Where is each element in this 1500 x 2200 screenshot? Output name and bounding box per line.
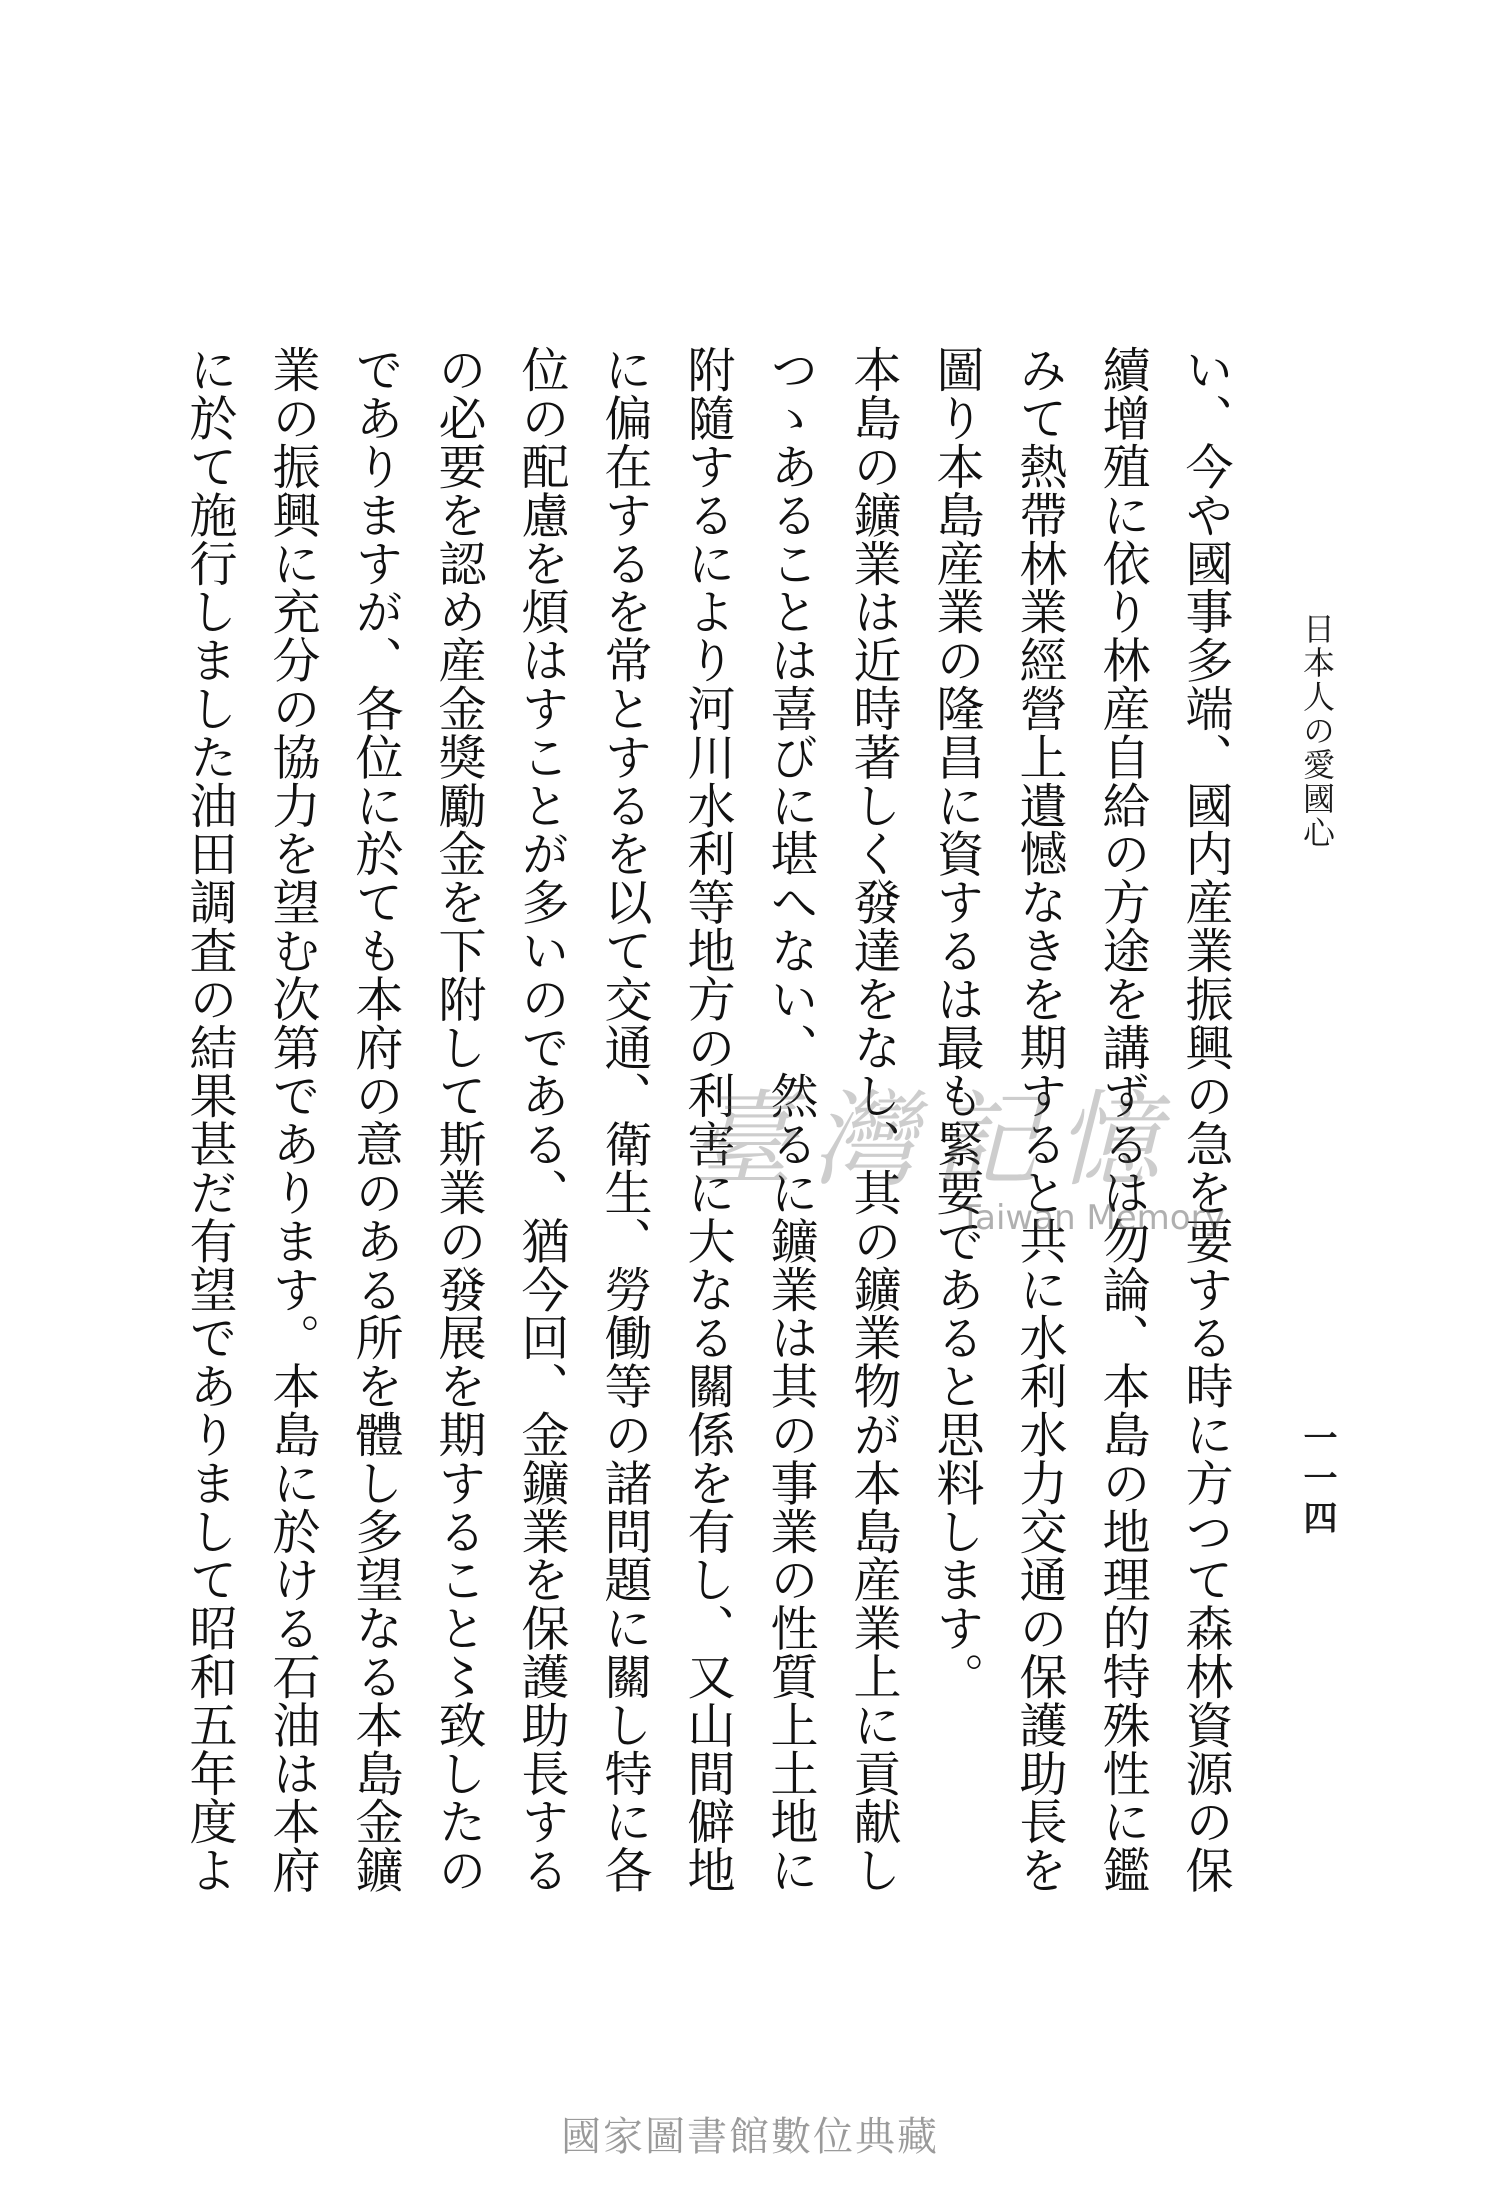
page-number: 一一四 xyxy=(1297,1420,1337,1540)
footer-credit: 國家圖書館數位典藏 xyxy=(561,2114,939,2160)
running-head: 日本人の愛國心 xyxy=(1298,612,1336,850)
watermark-characters: 臺灣記憶 xyxy=(690,1079,1179,1201)
body-text xyxy=(181,345,1246,1920)
watermark-caption: Taiwan Memory xyxy=(960,1198,1225,1238)
paragraph-2: 本島の鑛業は近時著しく發達をなし、其の鑛業物が本島産業上に貢献しつゝあることは喜びに堪へない、然るに鑛業は其の事業の性質上土地に附隨するにより河川水利等地方の利害に大なる關係を有し、又山間僻地に偏在するを常とするを以て交通、衛生、勞働等の諸問題に關し特に各位の配慮を煩はすことが多いのである、猶今回、金鑛業を保護助長するの必要を認め産金獎勵金を下附して斯業の發展を期すること〻致したのでありますが、各位に於ても本府の意のある所を體し多望なる本島金鑛業の振興に充分の協力を望む次第であります。本島に於ける石油は本府に於て施行しました油田調査の結果甚だ有望でありまして昭和五年度よ xyxy=(181,345,901,1894)
paragraph-1: い、今や國事多端、國内産業振興の急を要する時に方つて森林資源の保續增殖に依り林産自給の方途を講ずるは勿論、本島の地理的特殊性に鑑みて熱帶林業經營上遺憾なきを期すると共に水利水力交通の保護助長を圖り本島産業の隆昌に資するは最も緊要であると思料します。 xyxy=(928,345,1233,1894)
